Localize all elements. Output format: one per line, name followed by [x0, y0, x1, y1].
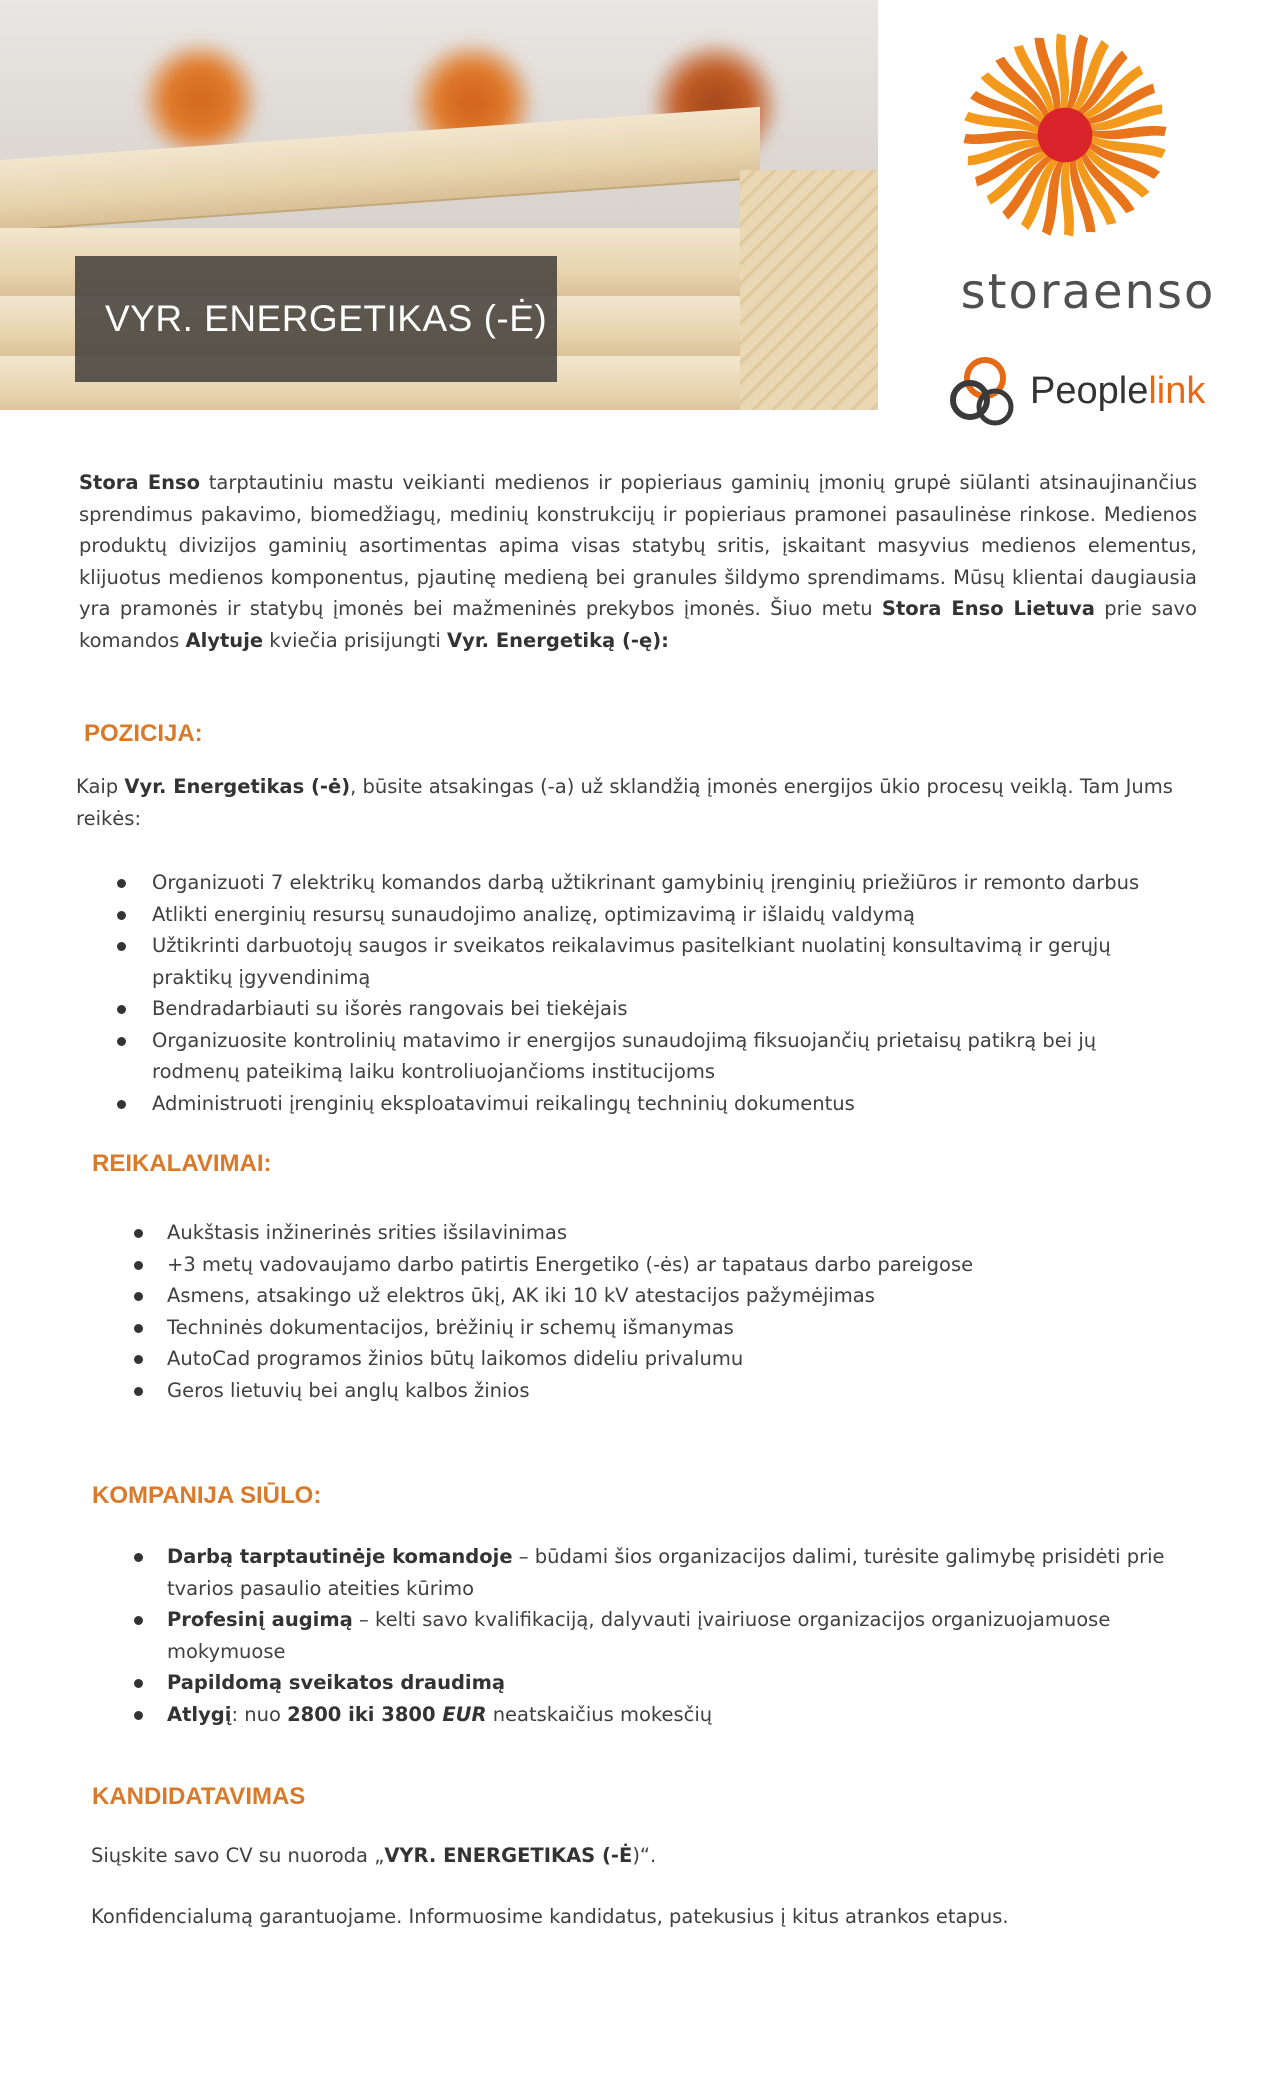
list-item	[152, 993, 1202, 1025]
section-heading-kandidatavimas: KANDIDATAVIMAS	[92, 1783, 306, 1810]
bullet-icon	[134, 1355, 143, 1364]
bullet-icon	[134, 1679, 143, 1688]
list-item	[167, 1312, 1197, 1344]
list-item-text: Asmens, atsakingo už elektros ūkį, AK iki 10 kV atestacijos pažymėjimas	[167, 1284, 875, 1307]
salary-label: Atlygį	[167, 1702, 232, 1726]
list-item-bold: Darbą tarptautinėje komandoje	[167, 1545, 513, 1568]
list-item-text: Užtikrinti darbuotojų saugos ir sveikatos reikalavimus pasitelkiant nuolatinį konsultavimą ir gerųjų praktikų įgyvendinimą	[152, 934, 1111, 989]
page-title: VYR. ENERGETIKAS (-Ė)	[105, 298, 548, 339]
list-item-text: AutoCad programos žinios būtų laikomos dideliu privalumu	[167, 1347, 744, 1370]
lead-text: Kaip	[76, 775, 125, 798]
list-item-text: Geros lietuvių bei anglų kalbos žinios	[167, 1378, 530, 1402]
apply-text: )“.	[632, 1844, 657, 1867]
peoplelink-logo	[1030, 370, 1205, 413]
list-item	[152, 867, 1202, 899]
list-item-bold: Papildomą sveikatos draudimą	[167, 1671, 506, 1694]
header-photo	[0, 0, 878, 410]
company-name: Stora Enso	[79, 471, 201, 494]
storaenso-sun-icon	[960, 30, 1170, 240]
pozicija-list	[152, 867, 1202, 1119]
intro-text: kviečia prisijungti	[263, 628, 448, 652]
intro-text: tarptautiniu mastu veikianti medienos ir popieriaus gaminių įmonių grupė siūlanti atsinaujinančius sprendimus pakavimo, biomedžiagų, medinių konstrukcijų ir popieriaus pramonei pasaulinėse rinkose. Medienos produktų divizijos gaminių asortimentas apima visas statybų sritis, įskaitant masyvius medienos elementus, klijuotus medienos komponentus, pjautinę medieną bei granules šildymo sprendimams. Mūsų klientai daugiausia yra pramonės ir statybų įmonės bei mažmeninės prekybos įmonės. Šiuo metu	[79, 471, 1197, 620]
list-item-text: Organizuoti 7 elektrikų komandos darbą užtikrinant gamybinių įrenginių priežiūros ir remonto darbus	[152, 871, 1140, 894]
bullet-icon	[117, 942, 126, 951]
list-item	[167, 1217, 1197, 1249]
list-item	[167, 1343, 1197, 1375]
bullet-icon	[117, 1037, 126, 1046]
list-item-text: Aukštasis inžinerinės srities išsilavinimas	[167, 1221, 567, 1244]
salary-range: 2800 iki 3800	[287, 1702, 443, 1726]
apply-reference: VYR. ENERGETIKAS (-Ė	[384, 1844, 633, 1867]
peoplelink-icon	[945, 352, 1021, 432]
bullet-icon	[134, 1711, 143, 1720]
list-item	[167, 1280, 1197, 1312]
salary-item	[167, 1699, 1197, 1731]
bullet-icon	[134, 1387, 143, 1396]
list-item-text: – būdami šios organizacijos dalimi, turėsite galimybę prisidėti prie tvarios pasaulio ateities kūrimo	[167, 1545, 1165, 1600]
intro-text: prie savo komandos	[79, 597, 1197, 652]
wood-end-grain	[740, 170, 878, 410]
bullet-icon	[117, 1005, 126, 1014]
list-item-text: Administruoti įrenginių eksploatavimui reikalingų techninių dokumentus	[152, 1091, 855, 1115]
list-item	[167, 1604, 1197, 1667]
company-name-lt: Stora Enso Lietuva	[881, 597, 1095, 620]
apply-instructions	[91, 1840, 1201, 1872]
bullet-icon	[117, 879, 126, 888]
bullet-icon	[134, 1261, 143, 1270]
pozicija-lead	[76, 771, 1201, 834]
peoplelink-logo-link: link	[1148, 370, 1206, 412]
list-item	[167, 1249, 1197, 1281]
section-heading-reikalavimai: REIKALAVIMAI:	[92, 1150, 272, 1177]
list-item-text: Techninės dokumentacijos, brėžinių ir schemų išmanymas	[167, 1315, 734, 1339]
lead-position: Vyr. Energetikas (-ė)	[124, 775, 351, 798]
bullet-icon	[134, 1324, 143, 1333]
siulo-list	[167, 1541, 1197, 1730]
wood-plank	[0, 107, 760, 232]
bullet-icon	[117, 1100, 126, 1109]
list-item	[167, 1667, 1197, 1699]
section-heading-siulo: KOMPANIJA SIŪLO:	[92, 1482, 322, 1509]
list-item	[167, 1541, 1197, 1604]
apply-text: Siųskite savo CV su nuoroda „	[91, 1844, 385, 1867]
title-banner	[75, 256, 557, 382]
list-item	[167, 1375, 1197, 1407]
lead-text: , būsite atsakingas (-a) už sklandžią įmonės energijos ūkio procesų veiklą. Tam Jums reikės:	[76, 775, 1173, 830]
list-item-text: Organizuosite kontrolinių matavimo ir energijos sunaudojimą fiksuojančių prietaisų patikrą bei jų rodmenų pateikimą laiku kontroliuojančioms institucijoms	[152, 1028, 1097, 1083]
list-item-text: Bendradarbiauti su išorės rangovais bei tiekėjais	[152, 997, 628, 1020]
list-item-text: Atlikti energinių resursų sunaudojimo analizę, optimizavimą ir išlaidų valdymą	[152, 902, 915, 926]
intro-paragraph	[79, 467, 1197, 656]
city: Alytuje	[185, 628, 264, 652]
list-item	[152, 930, 1172, 993]
bullet-icon	[134, 1292, 143, 1301]
storaenso-logo: storaenso	[960, 264, 1216, 320]
section-heading-pozicija: POZICIJA:	[84, 720, 203, 747]
salary-text: neatskaičius mokesčių	[486, 1702, 713, 1726]
list-item-bold: Profesinį augimą	[167, 1608, 353, 1631]
list-item	[152, 1088, 1202, 1120]
bullet-icon	[134, 1553, 143, 1562]
bullet-icon	[117, 911, 126, 920]
peoplelink-logo-people: People	[1030, 370, 1149, 412]
confidentiality-note: Konfidencialumą garantuojame. Informuosime kandidatus, patekusius į kitus atrankos etapus.	[91, 1905, 1009, 1928]
salary-currency: EUR	[442, 1702, 487, 1726]
reikalavimai-list	[167, 1217, 1197, 1406]
salary-text: : nuo	[231, 1702, 288, 1726]
list-item	[152, 1025, 1162, 1088]
bullet-icon	[134, 1229, 143, 1238]
decorative-light	[140, 40, 260, 160]
list-item-text: – kelti savo kvalifikaciją, dalyvauti įvairiuose organizacijos organizuojamuose mokymuose	[167, 1608, 1111, 1663]
list-item	[152, 899, 1202, 931]
bullet-icon	[134, 1616, 143, 1625]
list-item-text: +3 metų vadovaujamo darbo patirtis Energetiko (-ės) ar tapataus darbo pareigose	[167, 1252, 974, 1276]
position-name: Vyr. Energetiką (-ę):	[447, 628, 669, 652]
